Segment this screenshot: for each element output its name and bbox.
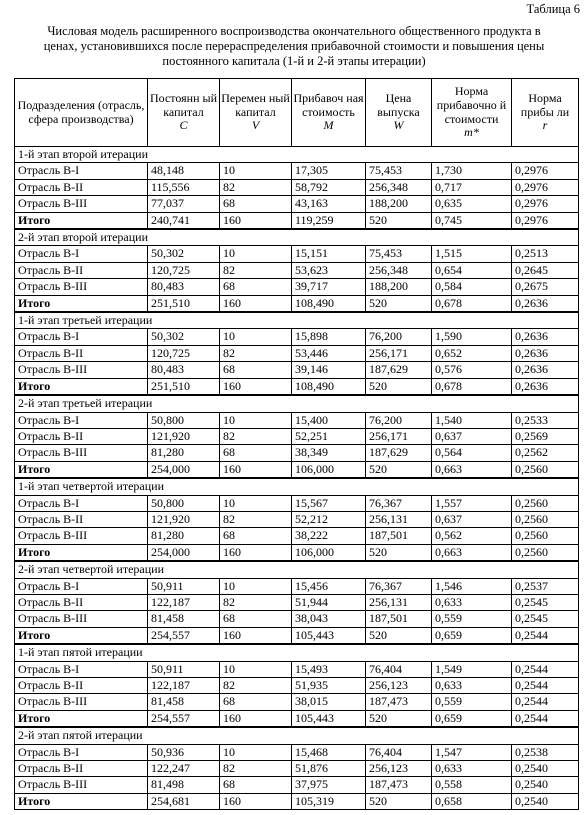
output-price-cell: 76,404 — [366, 744, 432, 760]
output-price-cell: 76,367 — [366, 578, 432, 594]
variable-capital-cell: 10 — [220, 329, 292, 345]
constant-capital-cell: 254,000 — [148, 461, 220, 478]
variable-capital-cell: 68 — [220, 279, 292, 295]
output-price-cell: 520 — [366, 295, 432, 312]
total-row — [15, 212, 579, 229]
variable-capital-cell: 82 — [220, 761, 292, 777]
section-title-row — [15, 229, 579, 246]
variable-capital-cell: 68 — [220, 196, 292, 212]
surplus-rate-cell: 0,659 — [432, 627, 512, 644]
output-price-cell: 187,473 — [366, 694, 432, 710]
constant-capital-cell: 254,557 — [148, 710, 220, 727]
profit-rate-cell: 0,2545 — [512, 594, 579, 610]
total-row — [15, 378, 579, 395]
surplus-value-cell: 119,259 — [292, 212, 366, 229]
division-cell: Отрасль В-III — [15, 445, 148, 461]
variable-capital-cell: 160 — [220, 461, 292, 478]
surplus-value-cell: 108,490 — [292, 295, 366, 312]
division-cell: Отрасль В-II — [15, 262, 148, 278]
variable-capital-cell: 82 — [220, 511, 292, 527]
surplus-rate-cell: 1,547 — [432, 744, 512, 760]
constant-capital-cell: 251,510 — [148, 378, 220, 395]
division-cell: Отрасль В-I — [15, 163, 148, 179]
constant-capital-cell: 48,148 — [148, 163, 220, 179]
table-caption — [8, 24, 580, 69]
surplus-value-cell: 58,792 — [292, 179, 366, 195]
profit-rate-cell: 0,2976 — [512, 196, 579, 212]
surplus-value-cell: 43,163 — [292, 196, 366, 212]
table-row — [15, 495, 579, 511]
total-row — [15, 793, 579, 809]
division-cell: Отрасль В-I — [15, 578, 148, 594]
surplus-value-cell: 38,015 — [292, 694, 366, 710]
surplus-rate-cell: 0,633 — [432, 678, 512, 694]
profit-rate-cell: 0,2533 — [512, 412, 579, 428]
profit-rate-cell: 0,2513 — [512, 246, 579, 262]
output-price-cell: 256,131 — [366, 594, 432, 610]
table-row — [15, 412, 579, 428]
section-title: 2-й этап второй итерации — [15, 229, 579, 246]
output-price-cell: 187,501 — [366, 611, 432, 627]
surplus-rate-cell: 1,557 — [432, 495, 512, 511]
surplus-rate-cell: 0,633 — [432, 594, 512, 610]
profit-rate-cell: 0,2562 — [512, 445, 579, 461]
variable-capital-cell: 10 — [220, 661, 292, 677]
surplus-rate-cell: 0,633 — [432, 761, 512, 777]
surplus-rate-cell: 0,663 — [432, 461, 512, 478]
variable-capital-cell: 82 — [220, 179, 292, 195]
variable-capital-cell: 10 — [220, 578, 292, 594]
profit-rate-cell: 0,2544 — [512, 661, 579, 677]
total-label: Итого — [15, 461, 148, 478]
constant-capital-cell: 254,681 — [148, 793, 220, 809]
surplus-rate-cell: 0,717 — [432, 179, 512, 195]
constant-capital-cell: 80,483 — [148, 362, 220, 378]
table-row — [15, 445, 579, 461]
profit-rate-cell: 0,2636 — [512, 329, 579, 345]
caption-line: ценах, установившихся после перераспределения прибавочной стоимости и повышения цены — [43, 39, 545, 53]
table-row — [15, 761, 579, 777]
surplus-rate-cell: 0,564 — [432, 445, 512, 461]
output-price-cell: 188,200 — [366, 196, 432, 212]
header-variable-capital: Перемен ный капитал V — [220, 79, 292, 147]
table-row — [15, 611, 579, 627]
table-body — [15, 147, 579, 810]
caption-line: постоянного капитала (1-й и 2-й этапы итерации) — [162, 54, 426, 68]
surplus-rate-cell: 0,652 — [432, 345, 512, 361]
surplus-rate-cell: 0,663 — [432, 544, 512, 561]
division-cell: Отрасль В-II — [15, 345, 148, 361]
division-cell: Отрасль В-I — [15, 246, 148, 262]
surplus-value-cell: 106,000 — [292, 544, 366, 561]
profit-rate-cell: 0,2560 — [512, 511, 579, 527]
profit-rate-cell: 0,2976 — [512, 163, 579, 179]
table-row — [15, 345, 579, 361]
profit-rate-cell: 0,2560 — [512, 544, 579, 561]
output-price-cell: 520 — [366, 378, 432, 395]
division-cell: Отрасль В-I — [15, 412, 148, 428]
profit-rate-cell: 0,2636 — [512, 345, 579, 361]
variable-capital-cell: 68 — [220, 694, 292, 710]
table-row — [15, 678, 579, 694]
surplus-value-cell: 37,975 — [292, 777, 366, 793]
division-cell: Отрасль В-I — [15, 744, 148, 760]
division-cell: Отрасль В-II — [15, 428, 148, 444]
division-cell: Отрасль В-III — [15, 528, 148, 544]
variable-capital-cell: 160 — [220, 793, 292, 809]
profit-rate-cell: 0,2560 — [512, 461, 579, 478]
table-row — [15, 262, 579, 278]
output-price-cell: 187,629 — [366, 445, 432, 461]
surplus-rate-cell: 1,515 — [432, 246, 512, 262]
surplus-rate-cell: 0,562 — [432, 528, 512, 544]
profit-rate-cell: 0,2569 — [512, 428, 579, 444]
constant-capital-cell: 50,800 — [148, 412, 220, 428]
constant-capital-cell: 50,911 — [148, 661, 220, 677]
division-cell: Отрасль В-II — [15, 594, 148, 610]
constant-capital-cell: 254,000 — [148, 544, 220, 561]
profit-rate-cell: 0,2976 — [512, 179, 579, 195]
profit-rate-cell: 0,2560 — [512, 495, 579, 511]
surplus-rate-cell: 0,654 — [432, 262, 512, 278]
table-row — [15, 196, 579, 212]
total-label: Итого — [15, 627, 148, 644]
section-title: 1-й этап третьей итерации — [15, 312, 579, 329]
surplus-value-cell: 105,443 — [292, 627, 366, 644]
table-row — [15, 329, 579, 345]
surplus-rate-cell: 1,546 — [432, 578, 512, 594]
output-price-cell: 187,473 — [366, 777, 432, 793]
section-title-row — [15, 147, 579, 163]
output-price-cell: 76,367 — [366, 495, 432, 511]
table-row — [15, 428, 579, 444]
division-cell: Отрасль В-I — [15, 495, 148, 511]
surplus-rate-cell: 1,730 — [432, 163, 512, 179]
division-cell: Отрасль В-II — [15, 678, 148, 694]
section-title-row — [15, 561, 579, 578]
reproduction-model-table — [14, 78, 579, 810]
constant-capital-cell: 120,725 — [148, 262, 220, 278]
division-cell: Отрасль В-II — [15, 761, 148, 777]
profit-rate-cell: 0,2540 — [512, 777, 579, 793]
surplus-rate-cell: 0,584 — [432, 279, 512, 295]
division-cell: Отрасль В-I — [15, 329, 148, 345]
output-price-cell: 256,171 — [366, 428, 432, 444]
surplus-value-cell: 105,319 — [292, 793, 366, 809]
variable-capital-cell: 82 — [220, 594, 292, 610]
surplus-rate-cell: 0,576 — [432, 362, 512, 378]
table-row — [15, 163, 579, 179]
variable-capital-cell: 10 — [220, 163, 292, 179]
surplus-value-cell: 53,446 — [292, 345, 366, 361]
surplus-value-cell: 38,349 — [292, 445, 366, 461]
constant-capital-cell: 120,725 — [148, 345, 220, 361]
surplus-rate-cell: 1,590 — [432, 329, 512, 345]
division-cell: Отрасль В-III — [15, 279, 148, 295]
variable-capital-cell: 10 — [220, 246, 292, 262]
surplus-rate-cell: 0,678 — [432, 378, 512, 395]
table-row — [15, 528, 579, 544]
constant-capital-cell: 115,556 — [148, 179, 220, 195]
variable-capital-cell: 10 — [220, 412, 292, 428]
total-label: Итого — [15, 544, 148, 561]
table-row — [15, 511, 579, 527]
total-label: Итого — [15, 295, 148, 312]
section-title: 1-й этап второй итерации — [15, 147, 579, 163]
constant-capital-cell: 81,458 — [148, 611, 220, 627]
constant-capital-cell: 121,920 — [148, 511, 220, 527]
surplus-rate-cell: 0,637 — [432, 428, 512, 444]
total-label: Итого — [15, 793, 148, 809]
variable-capital-cell: 68 — [220, 362, 292, 378]
surplus-rate-cell: 1,549 — [432, 661, 512, 677]
surplus-value-cell: 105,443 — [292, 710, 366, 727]
total-row — [15, 544, 579, 561]
output-price-cell: 256,348 — [366, 262, 432, 278]
surplus-rate-cell: 0,637 — [432, 511, 512, 527]
header-division: Подразделения (отрасль, сфера производства) — [15, 79, 148, 147]
profit-rate-cell: 0,2560 — [512, 528, 579, 544]
profit-rate-cell: 0,2540 — [512, 793, 579, 809]
variable-capital-cell: 160 — [220, 378, 292, 395]
constant-capital-cell: 81,280 — [148, 445, 220, 461]
header-surplus-value: Прибавоч ная стоимость M — [292, 79, 366, 147]
surplus-rate-cell: 0,678 — [432, 295, 512, 312]
header-output-price: Цена выпуска W — [366, 79, 432, 147]
output-price-cell: 520 — [366, 544, 432, 561]
surplus-value-cell: 51,876 — [292, 761, 366, 777]
header-constant-capital: Постоянн ый капитал C — [148, 79, 220, 147]
output-price-cell: 256,123 — [366, 678, 432, 694]
output-price-cell: 520 — [366, 710, 432, 727]
surplus-value-cell: 38,222 — [292, 528, 366, 544]
output-price-cell: 520 — [366, 793, 432, 809]
table-row — [15, 279, 579, 295]
constant-capital-cell: 121,920 — [148, 428, 220, 444]
constant-capital-cell: 50,302 — [148, 246, 220, 262]
surplus-rate-cell: 0,559 — [432, 694, 512, 710]
constant-capital-cell: 254,557 — [148, 627, 220, 644]
total-row — [15, 710, 579, 727]
output-price-cell: 256,131 — [366, 511, 432, 527]
surplus-value-cell: 17,305 — [292, 163, 366, 179]
variable-capital-cell: 82 — [220, 428, 292, 444]
constant-capital-cell: 240,741 — [148, 212, 220, 229]
surplus-value-cell: 15,493 — [292, 661, 366, 677]
output-price-cell: 520 — [366, 212, 432, 229]
output-price-cell: 187,501 — [366, 528, 432, 544]
constant-capital-cell: 81,458 — [148, 694, 220, 710]
total-row — [15, 461, 579, 478]
division-cell: Отрасль В-I — [15, 661, 148, 677]
constant-capital-cell: 50,911 — [148, 578, 220, 594]
constant-capital-cell: 122,247 — [148, 761, 220, 777]
surplus-value-cell: 39,717 — [292, 279, 366, 295]
constant-capital-cell: 81,498 — [148, 777, 220, 793]
surplus-value-cell: 15,898 — [292, 329, 366, 345]
table-number-label: Таблица 6 — [526, 2, 580, 16]
output-price-cell: 76,404 — [366, 661, 432, 677]
surplus-rate-cell: 0,745 — [432, 212, 512, 229]
variable-capital-cell: 68 — [220, 445, 292, 461]
table-row — [15, 744, 579, 760]
surplus-value-cell: 15,567 — [292, 495, 366, 511]
header-row — [15, 79, 579, 147]
header-surplus-rate: Норма прибавочно й стоимости m* — [432, 79, 512, 147]
surplus-value-cell: 15,151 — [292, 246, 366, 262]
profit-rate-cell: 0,2645 — [512, 262, 579, 278]
caption-line: Числовая модель расширенного воспроизводства окончательного общественного продукта в — [47, 24, 541, 38]
surplus-value-cell: 52,212 — [292, 511, 366, 527]
variable-capital-cell: 82 — [220, 678, 292, 694]
table-row — [15, 578, 579, 594]
surplus-value-cell: 53,623 — [292, 262, 366, 278]
profit-rate-cell: 0,2636 — [512, 295, 579, 312]
section-title-row — [15, 478, 579, 495]
constant-capital-cell: 80,483 — [148, 279, 220, 295]
section-title: 1-й этап четвертой итерации — [15, 478, 579, 495]
profit-rate-cell: 0,2636 — [512, 378, 579, 395]
section-title-row — [15, 395, 579, 412]
surplus-value-cell: 15,468 — [292, 744, 366, 760]
total-row — [15, 295, 579, 312]
surplus-rate-cell: 1,540 — [432, 412, 512, 428]
division-cell: Отрасль В-III — [15, 611, 148, 627]
section-title: 2-й этап четвертой итерации — [15, 561, 579, 578]
output-price-cell: 520 — [366, 461, 432, 478]
division-cell: Отрасль В-III — [15, 694, 148, 710]
profit-rate-cell: 0,2636 — [512, 362, 579, 378]
total-label: Итого — [15, 710, 148, 727]
profit-rate-cell: 0,2675 — [512, 279, 579, 295]
output-price-cell: 187,629 — [366, 362, 432, 378]
variable-capital-cell: 160 — [220, 627, 292, 644]
constant-capital-cell: 251,510 — [148, 295, 220, 312]
surplus-value-cell: 15,456 — [292, 578, 366, 594]
table-row — [15, 594, 579, 610]
surplus-rate-cell: 0,559 — [432, 611, 512, 627]
surplus-rate-cell: 0,558 — [432, 777, 512, 793]
division-cell: Отрасль В-III — [15, 362, 148, 378]
division-cell: Отрасль В-III — [15, 196, 148, 212]
constant-capital-cell: 122,187 — [148, 594, 220, 610]
surplus-rate-cell: 0,658 — [432, 793, 512, 809]
table-row — [15, 246, 579, 262]
output-price-cell: 256,348 — [366, 179, 432, 195]
surplus-rate-cell: 0,659 — [432, 710, 512, 727]
division-cell: Отрасль В-II — [15, 511, 148, 527]
variable-capital-cell: 10 — [220, 744, 292, 760]
constant-capital-cell: 81,280 — [148, 528, 220, 544]
division-cell: Отрасль В-II — [15, 179, 148, 195]
variable-capital-cell: 10 — [220, 495, 292, 511]
table-row — [15, 661, 579, 677]
section-title: 2-й этап пятой итерации — [15, 727, 579, 744]
surplus-value-cell: 38,043 — [292, 611, 366, 627]
surplus-value-cell: 51,935 — [292, 678, 366, 694]
variable-capital-cell: 160 — [220, 710, 292, 727]
surplus-value-cell: 52,251 — [292, 428, 366, 444]
surplus-rate-cell: 0,635 — [432, 196, 512, 212]
section-title: 1-й этап пятой итерации — [15, 644, 579, 661]
variable-capital-cell: 68 — [220, 528, 292, 544]
section-title-row — [15, 727, 579, 744]
surplus-value-cell: 15,400 — [292, 412, 366, 428]
variable-capital-cell: 82 — [220, 345, 292, 361]
section-title-row — [15, 312, 579, 329]
output-price-cell: 188,200 — [366, 279, 432, 295]
total-label: Итого — [15, 378, 148, 395]
constant-capital-cell: 50,302 — [148, 329, 220, 345]
variable-capital-cell: 160 — [220, 544, 292, 561]
division-cell: Отрасль В-III — [15, 777, 148, 793]
output-price-cell: 75,453 — [366, 246, 432, 262]
output-price-cell: 76,200 — [366, 412, 432, 428]
variable-capital-cell: 160 — [220, 295, 292, 312]
total-row — [15, 627, 579, 644]
variable-capital-cell: 160 — [220, 212, 292, 229]
variable-capital-cell: 68 — [220, 611, 292, 627]
constant-capital-cell: 77,037 — [148, 196, 220, 212]
profit-rate-cell: 0,2540 — [512, 761, 579, 777]
section-title-row — [15, 644, 579, 661]
surplus-value-cell: 39,146 — [292, 362, 366, 378]
constant-capital-cell: 122,187 — [148, 678, 220, 694]
surplus-value-cell: 108,490 — [292, 378, 366, 395]
output-price-cell: 75,453 — [366, 163, 432, 179]
table-row — [15, 179, 579, 195]
profit-rate-cell: 0,2538 — [512, 744, 579, 760]
table-row — [15, 694, 579, 710]
output-price-cell: 520 — [366, 627, 432, 644]
profit-rate-cell: 0,2544 — [512, 627, 579, 644]
header-profit-rate: Норма прибы ли r — [512, 79, 579, 147]
profit-rate-cell: 0,2976 — [512, 212, 579, 229]
table-row — [15, 362, 579, 378]
profit-rate-cell: 0,2544 — [512, 710, 579, 727]
table-row — [15, 777, 579, 793]
output-price-cell: 256,171 — [366, 345, 432, 361]
constant-capital-cell: 50,936 — [148, 744, 220, 760]
variable-capital-cell: 82 — [220, 262, 292, 278]
output-price-cell: 256,123 — [366, 761, 432, 777]
constant-capital-cell: 50,800 — [148, 495, 220, 511]
profit-rate-cell: 0,2544 — [512, 694, 579, 710]
output-price-cell: 76,200 — [366, 329, 432, 345]
profit-rate-cell: 0,2544 — [512, 678, 579, 694]
section-title: 2-й этап третьей итерации — [15, 395, 579, 412]
surplus-value-cell: 51,944 — [292, 594, 366, 610]
surplus-value-cell: 106,000 — [292, 461, 366, 478]
profit-rate-cell: 0,2537 — [512, 578, 579, 594]
total-label: Итого — [15, 212, 148, 229]
profit-rate-cell: 0,2545 — [512, 611, 579, 627]
variable-capital-cell: 68 — [220, 777, 292, 793]
